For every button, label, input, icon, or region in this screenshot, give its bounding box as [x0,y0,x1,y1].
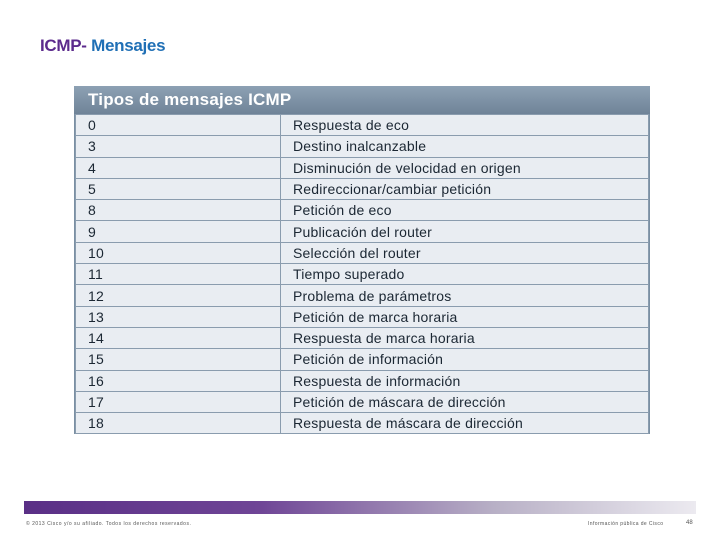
icmp-table-body [75,114,649,434]
slide-title [40,36,165,56]
message-type-code: 15 [76,349,281,370]
message-type-label: Disminución de velocidad en origen [281,157,649,178]
message-type-code: 14 [76,327,281,348]
table-row [76,115,649,136]
message-type-label: Problema de parámetros [281,285,649,306]
message-type-code: 10 [76,242,281,263]
icmp-types-table [74,86,650,434]
message-type-code: 11 [76,264,281,285]
message-type-label: Petición de eco [281,200,649,221]
message-type-code: 13 [76,306,281,327]
table-header: Tipos de mensajes ICMP [74,86,650,114]
table-row [76,157,649,178]
table-row [76,391,649,412]
message-type-code: 0 [76,115,281,136]
table-row [76,178,649,199]
message-type-code: 4 [76,157,281,178]
table-row [76,264,649,285]
message-type-label: Petición de información [281,349,649,370]
message-type-label: Respuesta de marca horaria [281,327,649,348]
table-row [76,370,649,391]
message-type-label: Selección del router [281,242,649,263]
message-type-code: 5 [76,178,281,199]
table-row [76,327,649,348]
table-row [76,349,649,370]
table-row [76,285,649,306]
message-type-label: Tiempo superado [281,264,649,285]
message-type-label: Respuesta de máscara de dirección [281,413,649,434]
page-number: 48 [686,520,693,526]
message-type-label: Petición de marca horaria [281,306,649,327]
message-type-code: 3 [76,136,281,157]
message-type-code: 18 [76,413,281,434]
message-type-label: Publicación del router [281,221,649,242]
table-row [76,306,649,327]
table-row [76,413,649,434]
footer-copyright: © 2013 Cisco y/o su afiliado. Todos los derechos reservados. [26,521,192,527]
message-type-code: 8 [76,200,281,221]
message-type-label: Respuesta de eco [281,115,649,136]
table-row [76,242,649,263]
footer-gradient-bar [24,501,696,514]
title-prefix: ICMP- [40,36,92,55]
table-row [76,200,649,221]
title-suffix: Mensajes [91,36,166,55]
table-row [76,136,649,157]
message-type-code: 17 [76,391,281,412]
message-type-label: Redireccionar/cambiar petición [281,178,649,199]
footer-classification: Información pública de Cisco [588,521,664,527]
message-type-code: 9 [76,221,281,242]
message-type-code: 16 [76,370,281,391]
message-type-label: Destino inalcanzable [281,136,649,157]
table-row [76,221,649,242]
message-type-code: 12 [76,285,281,306]
message-type-label: Petición de máscara de dirección [281,391,649,412]
message-type-label: Respuesta de información [281,370,649,391]
